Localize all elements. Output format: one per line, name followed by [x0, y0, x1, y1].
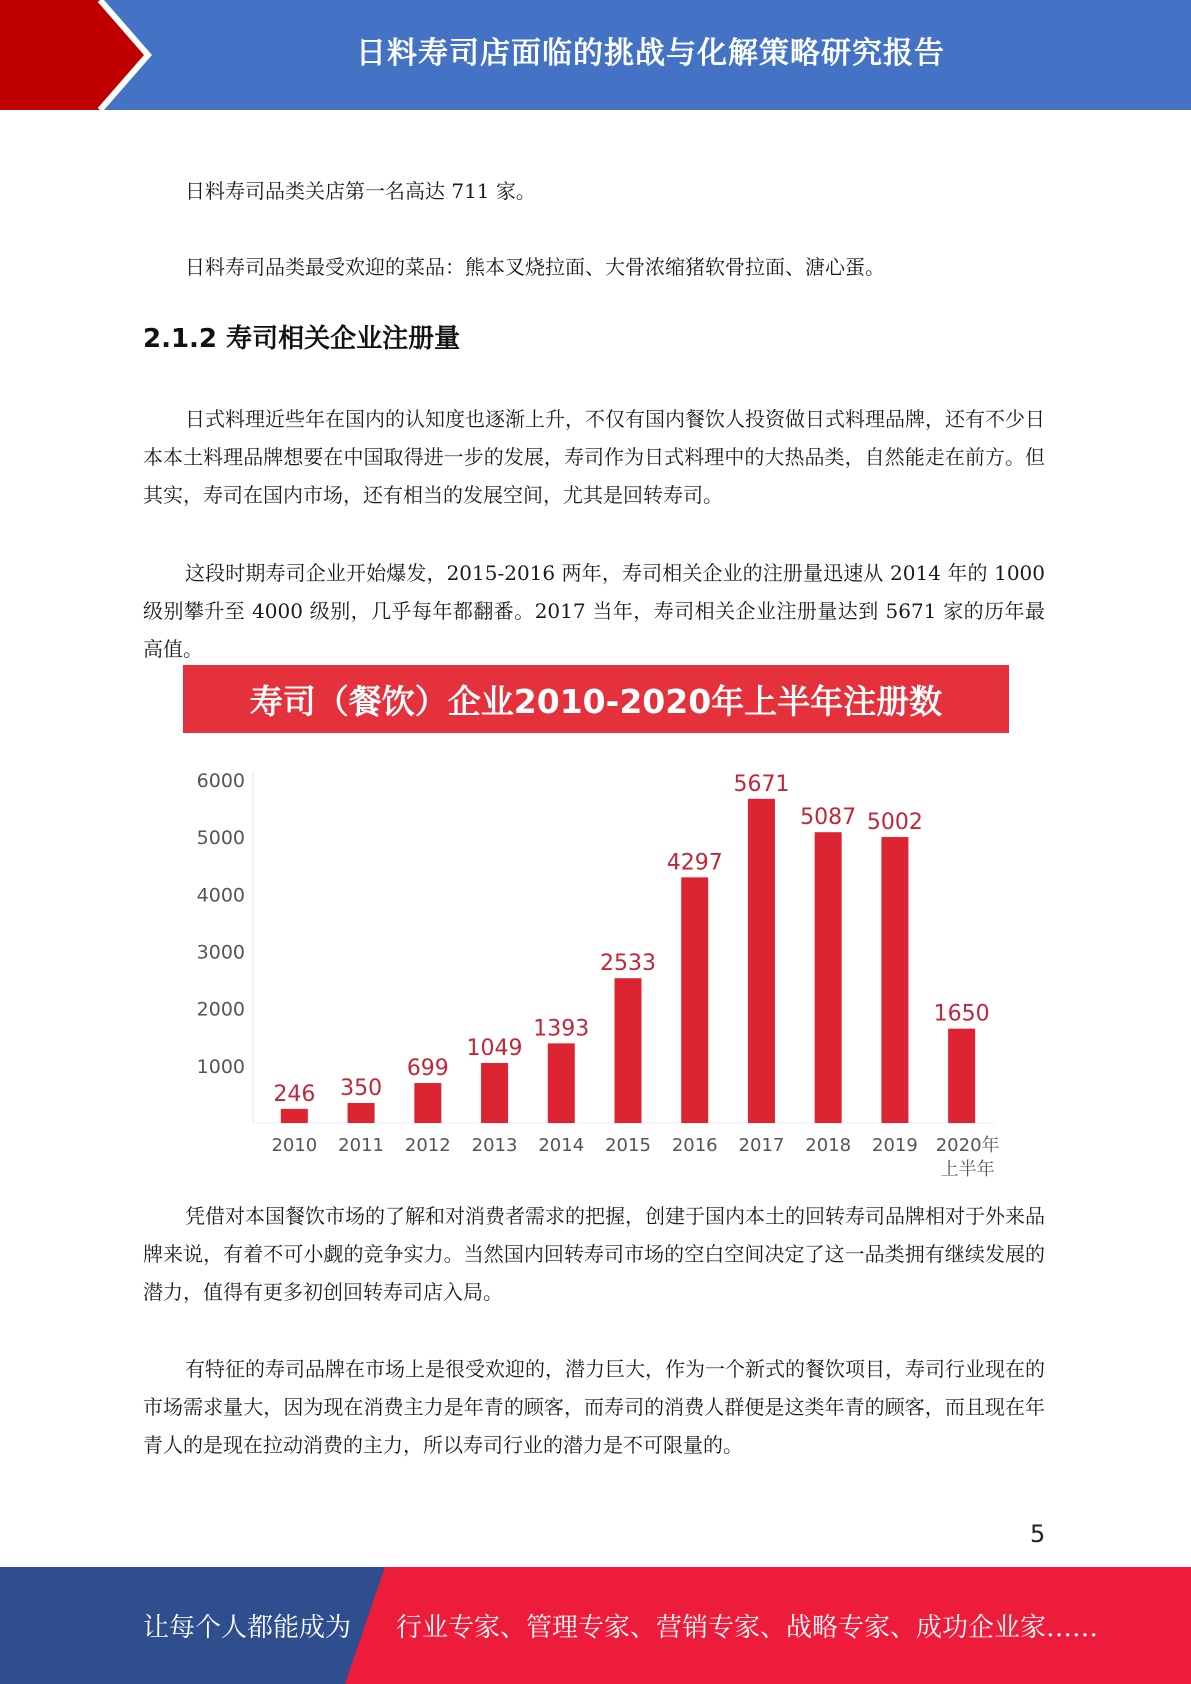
bar: [348, 1103, 375, 1123]
x-tick-label: 2011: [338, 1135, 384, 1156]
y-tick-label: 5000: [196, 827, 245, 850]
data-label: 350: [340, 1075, 383, 1101]
page-title: 日料寿司店面临的挑战与化解策略研究报告: [356, 36, 945, 71]
data-label: 5671: [733, 771, 790, 797]
section-heading: 2.1.2 寿司相关企业注册量: [143, 324, 461, 354]
bar: [681, 877, 708, 1123]
data-label: 1049: [466, 1036, 523, 1062]
x-tick-label: 2013: [471, 1135, 518, 1156]
x-tick-label: 2010: [271, 1135, 318, 1156]
paragraph-japanese-cuisine: 日式料理近些年在国内的认知度也逐渐上升，不仅有国内餐饮人投资做日式料理品牌，还有不少日本本土料理品牌想要在中国取得进一步的发展，寿司作为日式料理中的大热品类，自然能走在前方。但其实，寿司在国内市场，还有相当的发展空间，尤其是回转寿司。: [143, 407, 1045, 507]
x-tick-label: 2019: [872, 1135, 918, 1156]
chart-title: 寿司（餐饮）企业2010-2020年上半年注册数: [183, 665, 1009, 733]
paragraph-popular-dishes: 日料寿司品类最受欢迎的菜品：熊本叉烧拉面、大骨浓缩猪软骨拉面、溏心蛋。: [185, 255, 885, 279]
paragraph-domestic-brands: 凭借对本国餐饮市场的了解和对消费者需求的把握，创建于国内本土的回转寿司品牌相对于外来品牌来说，有着不可小觑的竞争实力。当然国内回转寿司市场的空白空间决定了这一品类拥有继续发展的潜力，值得有更多初创回转寿司店入局。: [143, 1204, 1045, 1304]
x-tick-label: 2016: [671, 1135, 718, 1156]
bar: [948, 1029, 975, 1123]
paragraph-registration-boom: 这段时期寿司企业开始爆发，2015-2016 两年，寿司相关企业的注册量迅速从 2014 年的 1000 级别攀升至 4000 级别，几乎每年都翻番。2017 当年，寿司相关企业注册量达到 5671 家的历年最高值。: [143, 561, 1045, 661]
x-tick-label: 2020年: [935, 1135, 1000, 1156]
bar: [481, 1063, 508, 1123]
bar: [414, 1083, 441, 1123]
y-tick-label: 6000: [196, 770, 245, 792]
footer-slogan: 让每个人都能成为: [143, 1613, 352, 1643]
y-tick-label: 2000: [196, 998, 245, 1021]
bar: [615, 978, 642, 1123]
data-label: 1393: [533, 1016, 590, 1042]
page-footer: [0, 1567, 1191, 1684]
data-label: 5087: [800, 805, 857, 831]
bar: [815, 832, 842, 1123]
bar: [881, 837, 908, 1123]
y-tick-label: 1000: [196, 1055, 245, 1078]
page-header: [0, 0, 1191, 110]
data-label: 1650: [933, 1001, 990, 1027]
data-label: 5002: [866, 810, 923, 836]
x-tick-label: 2017: [738, 1135, 785, 1156]
y-tick-label: 3000: [196, 941, 245, 964]
x-tick-label: 2018: [805, 1135, 852, 1156]
paragraph-potential: 有特征的寿司品牌在市场上是很受欢迎的，潜力巨大，作为一个新式的餐饮项目，寿司行业现在的市场需求量大，因为现在消费主力是年青的顾客，而寿司的消费人群便是这类年青的顾客，而且现在年青人的是现在拉动消费的主力，所以寿司行业的潜力是不可限量的。: [143, 1357, 1045, 1457]
bar: [548, 1043, 575, 1123]
y-tick-label: 4000: [196, 884, 245, 907]
header-red-arrow: [0, 0, 148, 110]
page-number: 5: [1030, 1520, 1046, 1548]
footer-roles: 行业专家、管理专家、营销专家、战略专家、成功企业家……: [396, 1613, 1099, 1643]
paragraph-closures: 日料寿司品类关店第一名高达 711 家。: [185, 179, 536, 203]
x-tick-label: 2012: [404, 1135, 451, 1156]
data-label: 2533: [600, 951, 656, 977]
data-label: 699: [406, 1056, 449, 1082]
registration-bar-chart: [183, 745, 1009, 1185]
bar: [748, 799, 775, 1123]
data-label: 246: [273, 1081, 316, 1107]
bar: [281, 1109, 308, 1123]
data-label: 4297: [666, 850, 723, 876]
x-tick-label: 2015: [605, 1135, 651, 1156]
x-tick-label: 2014: [538, 1135, 585, 1156]
x-tick-label: 上半年: [940, 1159, 995, 1180]
